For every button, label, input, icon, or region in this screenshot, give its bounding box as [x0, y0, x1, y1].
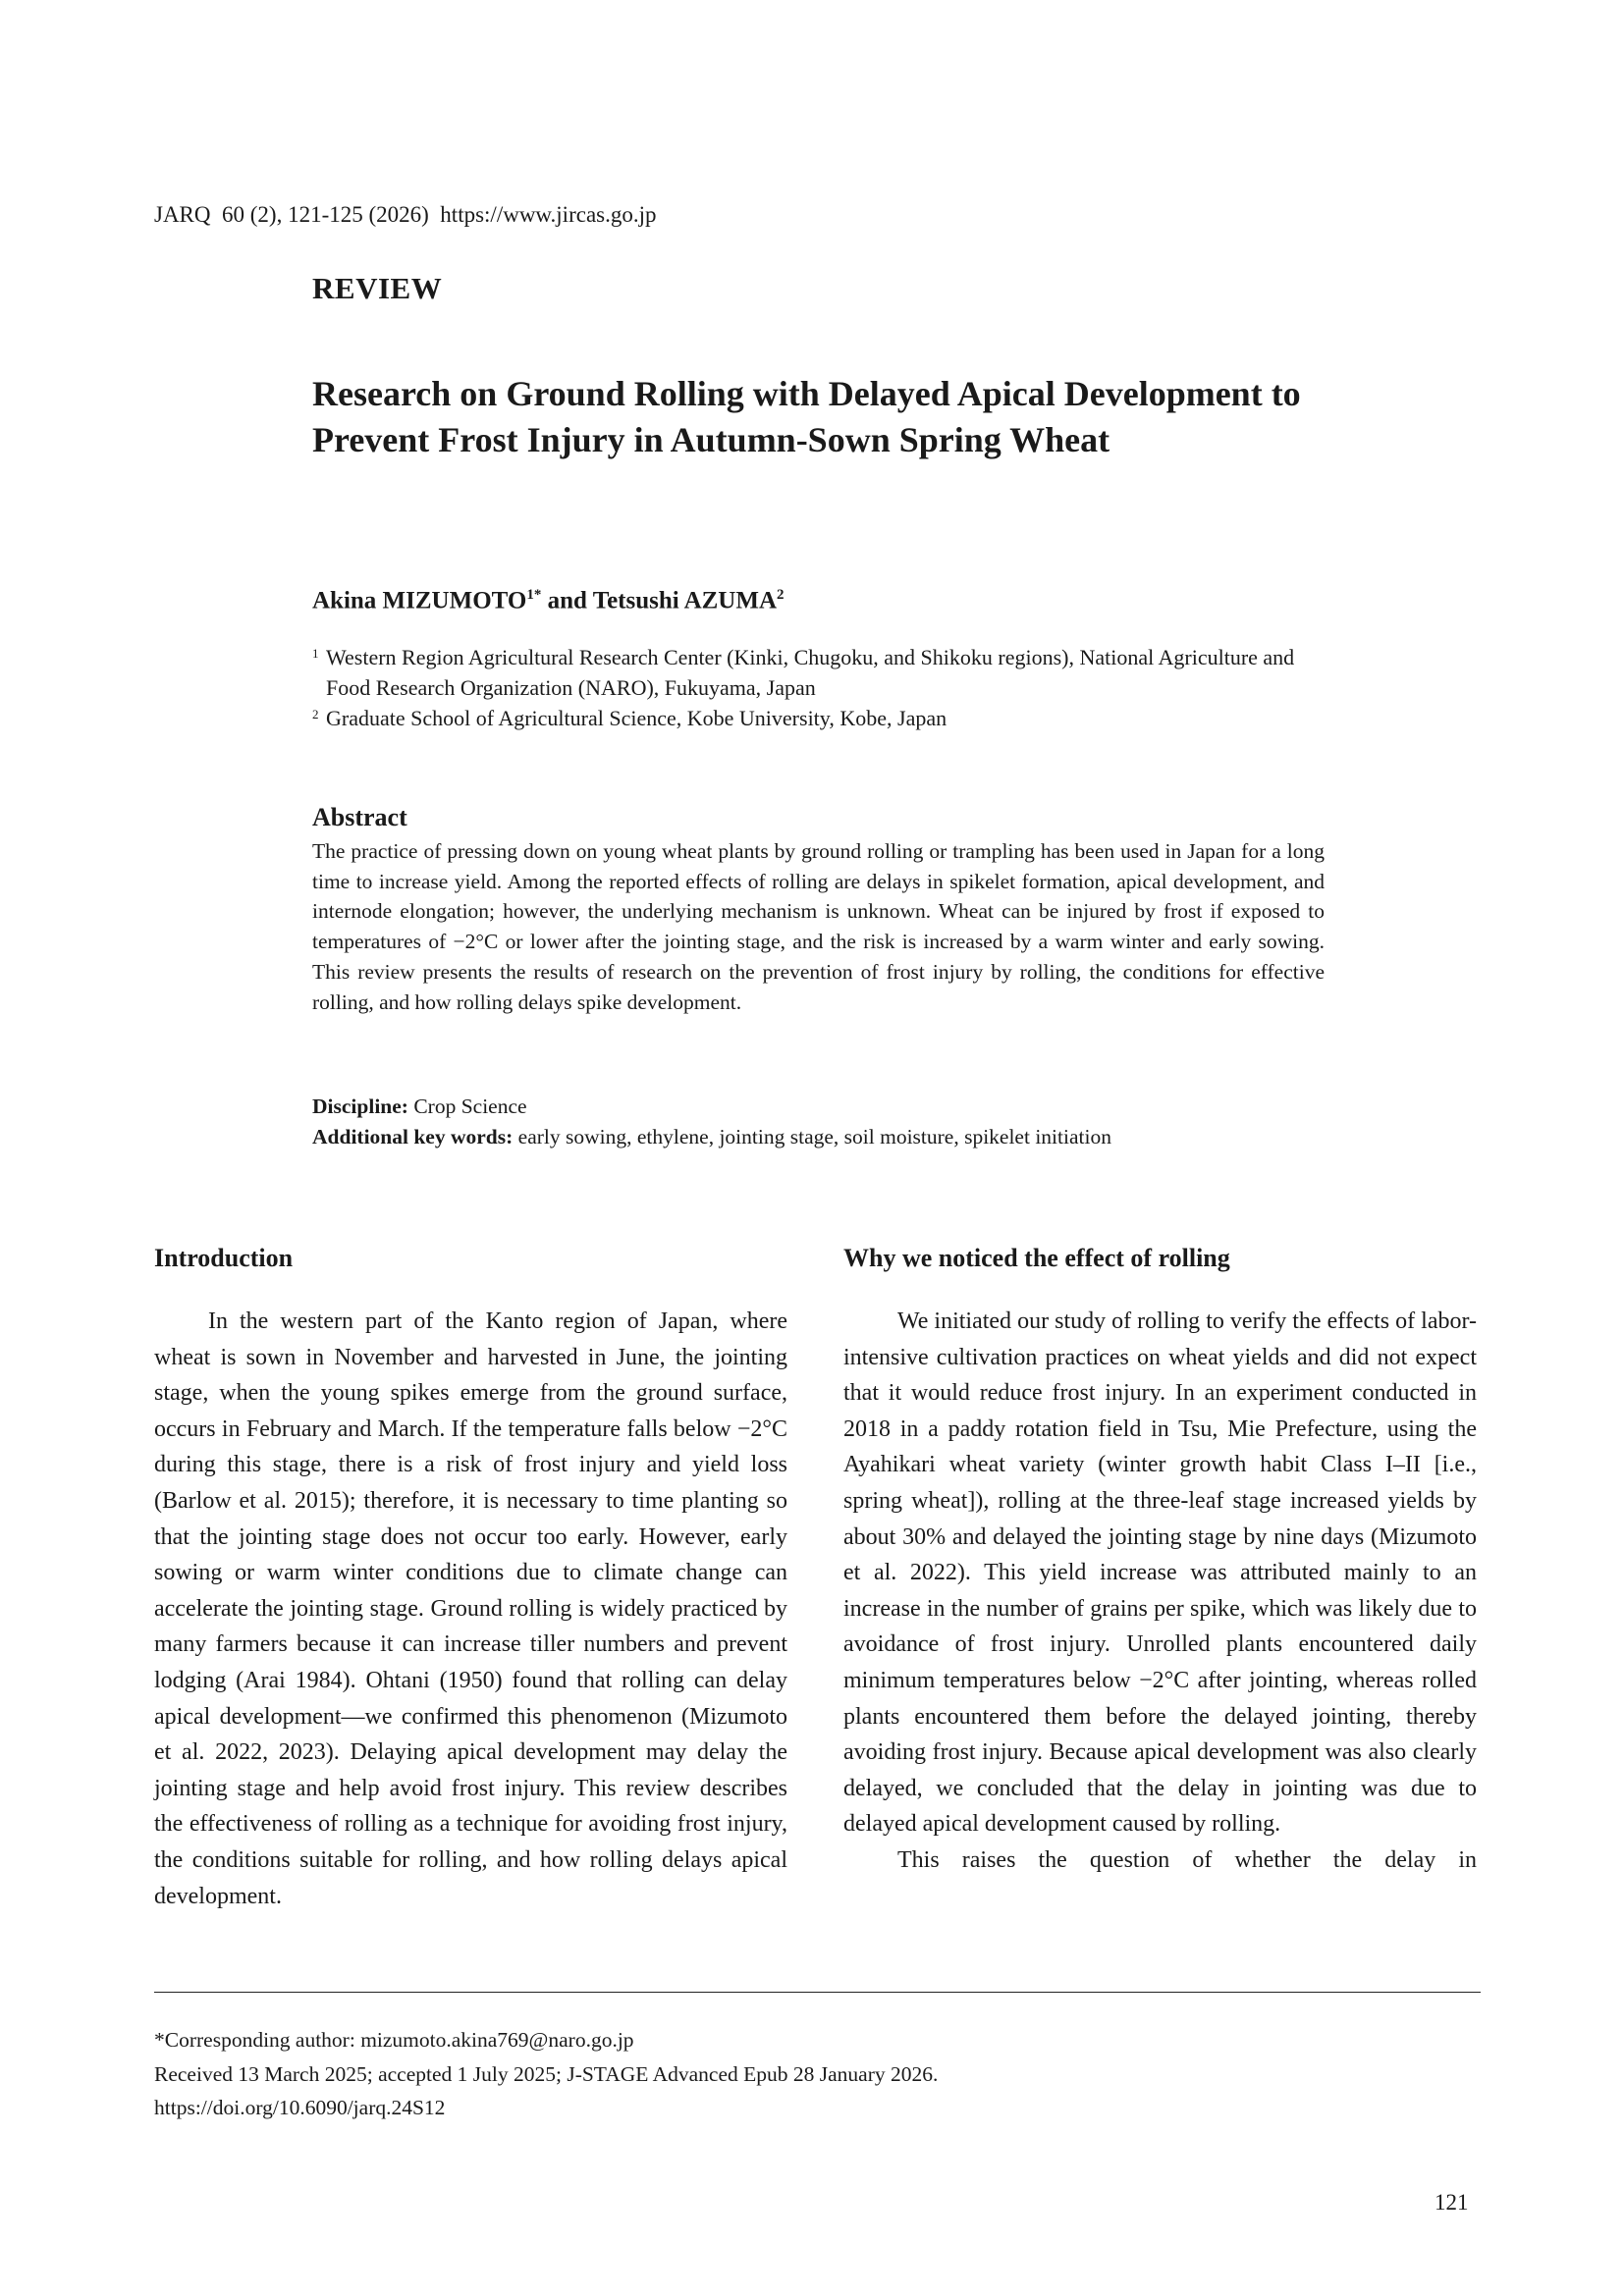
author-separator: and [541, 587, 593, 614]
affiliation-number: 2 [312, 707, 319, 721]
running-head: JARQ 60 (2), 121-125 (2026) https://www.jircas.go.jp [154, 202, 657, 227]
section-type-label: REVIEW [312, 271, 443, 305]
section-introduction [154, 1244, 787, 1914]
author-list [312, 587, 785, 614]
keywords-block [312, 1092, 1111, 1152]
body-paragraph: We initiated our study of rolling to verify the effects of labor-intensive cultivation practices on wheat yields and did not expect that it would reduce frost injury. In an experiment conducted in 2018 in a paddy rotation field in Tsu, Mie Prefecture, using the Ayahikari wheat variety (winter growth habit Class I–II [i.e., spring wheat]), rolling at the three-leaf stage increased yields by about 30% and delayed the jointing stage by nine days (Mizumoto et al. 2022). This yield increase was attributed mainly to an increase in the number of grains per spike, which was likely due to avoidance of frost injury. Unrolled plants encountered daily minimum temperatures below −2°C after jointing, whereas rolled plants encountered them before the delayed jointing, thereby avoiding frost injury. Because apical development was also clearly delayed, we concluded that the delay in jointing was due to delayed apical development caused by rolling. [843, 1308, 1477, 1838]
affiliation-text: Western Region Agricultural Research Center (Kinki, Chugoku, and Shikoku regions), National Agriculture and Food Research Organization (NARO), Fukuyama, Japan [326, 645, 1295, 700]
article-title: Research on Ground Rolling with Delayed Apical Development to Prevent Frost Injury in Autumn-Sown Spring Wheat [312, 374, 1301, 459]
discipline-value: Crop Science [407, 1095, 527, 1118]
discipline-label: Discipline: [312, 1095, 408, 1118]
affiliation-number: 1 [312, 646, 319, 661]
discipline-line [312, 1092, 1111, 1122]
affiliation-text: Graduate School of Agricultural Science, Kobe University, Kobe, Japan [326, 706, 947, 730]
footnotes [154, 2023, 938, 2125]
article-dates: Received 13 March 2025; accepted 1 July 2025; J-STAGE Advanced Epub 28 January 2026. [154, 2061, 939, 2086]
footnote-divider [154, 1992, 1481, 1993]
abstract-text: The practice of pressing down on young wheat plants by ground rolling or trampling has been used in Japan for a long time to increase yield. Among the reported effects of rolling are delays in spikelet formation, apical development, and internode elongation; however, the underlying mechanism is unknown. Wheat can be injured by frost if exposed to temperatures of −2°C or lower after the jointing stage, and the risk is increased by a warm winter and early sowing. This review presents the results of research on the prevention of frost injury by rolling, the conditions for effective rolling, and how rolling delays spike development. [312, 839, 1325, 1014]
author-affiliation-mark: 1* [526, 587, 542, 603]
corresponding-author-note: *Corresponding author: mizumoto.akina769@naro.go.jp [154, 2028, 634, 2052]
affiliation-item [312, 642, 1333, 703]
affiliation-item [312, 703, 1333, 733]
author-name: Tetsushi AZUMA [592, 587, 778, 614]
keywords-value: early sowing, ethylene, jointing stage, soil moisture, spikelet initiation [513, 1125, 1111, 1148]
author-affiliation-mark: 2 [777, 587, 785, 603]
section-heading: Introduction [154, 1244, 294, 1272]
keywords-label: Additional key words: [312, 1125, 514, 1148]
keywords-line [312, 1122, 1111, 1152]
affiliation-list [312, 642, 1333, 733]
section-why-rolling [843, 1244, 1477, 1879]
section-heading: Why we noticed the effect of rolling [843, 1244, 1230, 1272]
body-paragraph: This raises the question of whether the delay in [897, 1846, 1477, 1873]
author-name: Akina MIZUMOTO [312, 587, 527, 614]
abstract-heading: Abstract [312, 803, 407, 831]
page-number: 121 [1435, 2190, 1469, 2215]
doi-link[interactable]: https://doi.org/10.6090/jarq.24S12 [154, 2096, 446, 2119]
body-paragraph: In the western part of the Kanto region of Japan, where wheat is sown in November and harvested in June, the jointing stage, when the young spikes emerge from the ground surface, occurs in February and March. If the temperature falls below −2°C during this stage, there is a risk of frost injury and yield loss (Barlow et al. 2015); therefore, it is necessary to time planting so that the jointing stage does not occur too early. However, early sowing or warm winter conditions due to climate change can accelerate the jointing stage. Ground rolling is widely practiced by many farmers because it can increase tiller numbers and prevent lodging (Arai 1984). Ohtani (1950) found that rolling can delay apical development—we confirmed this phenomenon (Mizumoto et al. 2022, 2023). Delaying apical development may delay the jointing stage and help avoid frost injury. This review describes the effectiveness of rolling as a technique for avoiding frost injury, the conditions suitable for rolling, and how rolling delays apical development. [154, 1308, 787, 1909]
